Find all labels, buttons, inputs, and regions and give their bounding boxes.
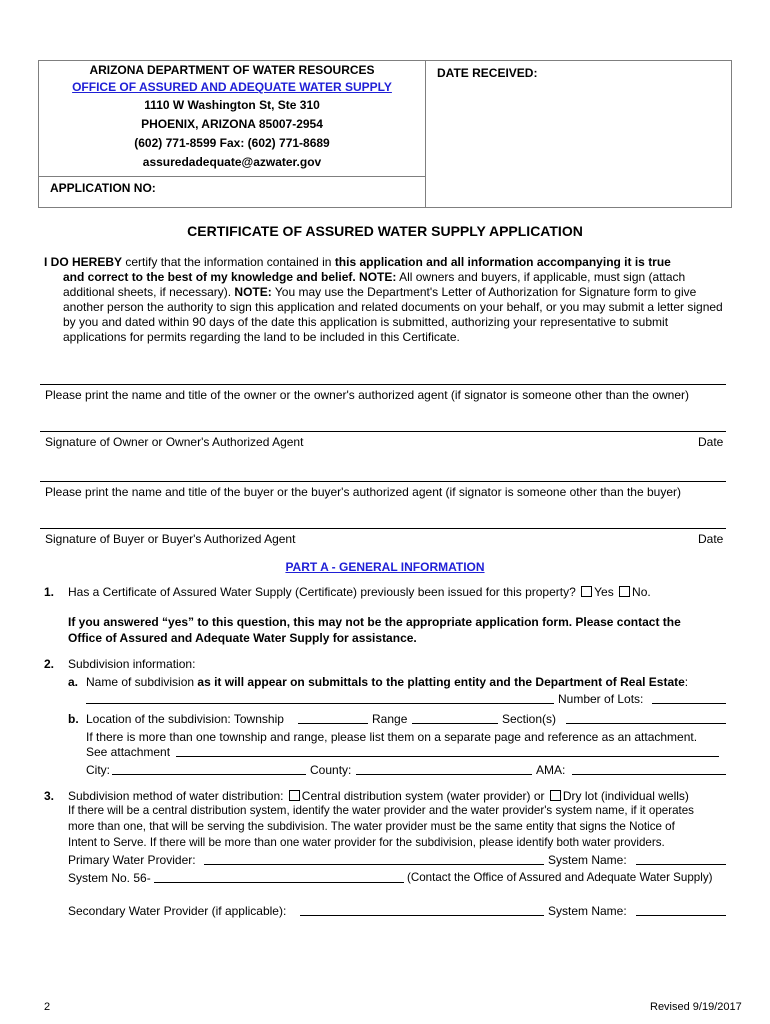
primary-provider-line[interactable] bbox=[204, 864, 544, 865]
intro-text: certify that the information contained in bbox=[122, 255, 335, 269]
question-2a-label: a. bbox=[68, 675, 79, 689]
city-line[interactable] bbox=[112, 774, 306, 775]
multi-township-note: If there is more than one township and range, please list them on a separate page and reference as an attachment. bbox=[86, 730, 698, 744]
no-checkbox[interactable] bbox=[619, 586, 630, 597]
question-3-paragraph: If there will be a central distribution system, identify the water provider and the water provider's system name, if it operates bbox=[68, 804, 694, 817]
revision-date: Revised 9/19/2017 bbox=[650, 1001, 742, 1013]
address-line-2: PHOENIX, ARIZONA 85007-2954 bbox=[141, 117, 323, 131]
attachment-line[interactable] bbox=[176, 756, 719, 757]
yes-label: Yes bbox=[594, 585, 614, 599]
question-1-text: Has a Certificate of Assured Water Supply (Certificate) previously been issued for this property? bbox=[68, 585, 576, 599]
central-distribution-checkbox[interactable] bbox=[289, 790, 300, 801]
contact-office-note: (Contact the Office of Assured and Adequate Water Supply) bbox=[407, 871, 713, 884]
question-1-warning: If you answered “yes” to this question, this may not be the appropriate application form. Please contact the bbox=[68, 615, 681, 629]
system-no-line[interactable] bbox=[154, 882, 404, 883]
owner-date-caption: Date bbox=[698, 435, 724, 449]
question-3-number: 3. bbox=[44, 789, 55, 803]
part-a-heading: PART A - GENERAL INFORMATION bbox=[285, 560, 485, 574]
lots-label: Number of Lots: bbox=[558, 692, 644, 706]
owner-print-caption: Please print the name and title of the owner or the owner's authorized agent (if signator is someone other than the owner) bbox=[45, 388, 689, 402]
question-1 bbox=[68, 585, 651, 599]
question-2a-bold: as it will appear on submittals to the platting entity and the Department of Real Estate bbox=[197, 675, 685, 689]
question-2a-text: Name of subdivision bbox=[86, 675, 198, 689]
application-no-field[interactable]: APPLICATION NO: bbox=[50, 181, 156, 195]
intro-text: You may use the Department's Letter of Authorization for Signature form to give another person the authority to sign this application and related documents on your behalf, or you may submit a letter signed by you and dated within 90 days of the date this application is submitted, authorizing your representative to submit applications for permits regarding the land to be included in this Certificate. bbox=[63, 285, 723, 344]
certification-paragraph bbox=[44, 255, 734, 345]
system-name-label: System Name: bbox=[548, 853, 627, 867]
question-1-number: 1. bbox=[44, 585, 55, 599]
phone-fax: (602) 771-8599 Fax: (602) 771-8689 bbox=[134, 136, 330, 150]
intro-note: NOTE: bbox=[234, 285, 272, 299]
question-2a-colon: : bbox=[684, 675, 689, 689]
email: assuredadequate@azwater.gov bbox=[142, 155, 322, 169]
address-line-1: 1110 W Washington St, Ste 310 bbox=[144, 98, 320, 112]
number-of-lots-line[interactable] bbox=[652, 703, 726, 704]
system-name-line[interactable] bbox=[636, 864, 726, 865]
yes-checkbox[interactable] bbox=[581, 586, 592, 597]
central-distribution-label: Central distribution system (water provider) or bbox=[301, 789, 545, 803]
question-2-text: Subdivision information: bbox=[68, 657, 196, 671]
range-label: Range bbox=[372, 712, 408, 726]
page-number: 2 bbox=[44, 1001, 51, 1013]
primary-provider-label: Primary Water Provider: bbox=[68, 853, 196, 867]
ama-line[interactable] bbox=[572, 774, 726, 775]
county-line[interactable] bbox=[356, 774, 532, 775]
question-3 bbox=[68, 789, 689, 803]
system-name-2-label: System Name: bbox=[548, 904, 627, 918]
header-divider bbox=[425, 61, 426, 207]
header-box bbox=[38, 60, 732, 208]
question-3-paragraph: more than one, that will be serving the subdivision. The water provider must be the same entity that signs the Notice of bbox=[68, 820, 675, 833]
question-1-warning: Office of Assured and Adequate Water Supply for assistance. bbox=[68, 631, 417, 645]
office-name: OFFICE OF ASSURED AND ADEQUATE WATER SUPPLY bbox=[72, 80, 392, 94]
no-label: No. bbox=[632, 585, 651, 599]
city-label: City: bbox=[86, 763, 110, 777]
buyer-name-line[interactable] bbox=[40, 481, 726, 482]
header-divider bbox=[39, 176, 425, 177]
owner-sign-caption: Signature of Owner or Owner's Authorized Agent bbox=[45, 435, 304, 449]
dry-lot-checkbox[interactable] bbox=[550, 790, 561, 801]
township-line[interactable] bbox=[298, 723, 368, 724]
buyer-print-caption: Please print the name and title of the buyer or the buyer's authorized agent (if signator is someone other than the buyer) bbox=[45, 485, 681, 499]
buyer-signature-line[interactable] bbox=[40, 528, 726, 529]
township-label: Location of the subdivision: Township bbox=[86, 712, 284, 726]
sections-label: Section(s) bbox=[502, 712, 557, 726]
ama-label: AMA: bbox=[536, 763, 566, 777]
form-title: CERTIFICATE OF ASSURED WATER SUPPLY APPLICATION bbox=[187, 223, 583, 239]
question-3-paragraph: Intent to Serve. If there will be more than one water provider for the subdivision, please identify both water providers. bbox=[68, 836, 665, 849]
intro-bold: and correct to the best of my knowledge and belief. NOTE: bbox=[63, 270, 397, 284]
see-attachment-label: See attachment bbox=[86, 745, 171, 759]
county-label: County: bbox=[310, 763, 352, 777]
agency-name: ARIZONA DEPARTMENT OF WATER RESOURCES bbox=[89, 63, 375, 77]
sections-line[interactable] bbox=[566, 723, 726, 724]
question-2b-label: b. bbox=[68, 712, 79, 726]
system-name-2-line[interactable] bbox=[636, 915, 726, 916]
intro-text: All owners and buyers, if applicable, must sign (attach additional sheets, if necessary). bbox=[63, 270, 686, 299]
question-2-number: 2. bbox=[44, 657, 55, 671]
range-line[interactable] bbox=[412, 723, 498, 724]
secondary-provider-line[interactable] bbox=[300, 915, 544, 916]
owner-name-line[interactable] bbox=[40, 384, 726, 385]
intro-lead: I DO HEREBY bbox=[44, 255, 123, 269]
system-no-label: System No. 56- bbox=[68, 871, 151, 885]
intro-bold: this application and all information accompanying it is true bbox=[334, 255, 671, 269]
dry-lot-label: Dry lot (individual wells) bbox=[562, 789, 689, 803]
buyer-sign-caption: Signature of Buyer or Buyer's Authorized Agent bbox=[45, 532, 296, 546]
buyer-date-caption: Date bbox=[698, 532, 724, 546]
owner-signature-line[interactable] bbox=[40, 431, 726, 432]
secondary-provider-label: Secondary Water Provider (if applicable): bbox=[68, 904, 287, 918]
question-2a bbox=[86, 675, 688, 689]
question-3-text: Subdivision method of water distribution: bbox=[68, 789, 284, 803]
date-received-field[interactable]: DATE RECEIVED: bbox=[437, 66, 538, 80]
subdivision-name-line[interactable] bbox=[86, 703, 554, 704]
